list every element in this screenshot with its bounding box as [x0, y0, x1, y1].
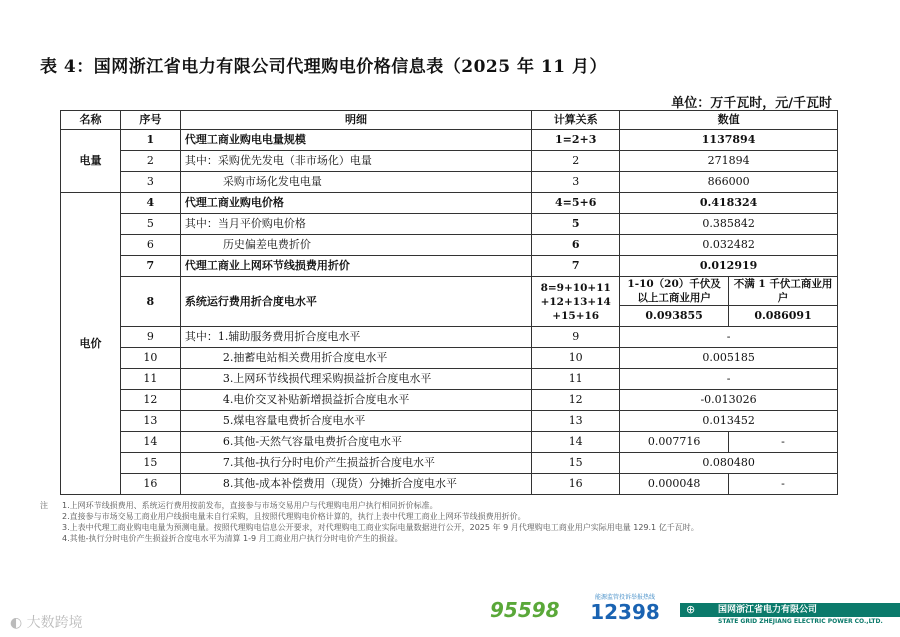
table-row [61, 235, 838, 256]
row-detail-cell [180, 390, 531, 411]
row-detail: 6.其他-天然气容量电费折合度电水平 [222, 435, 403, 448]
row-detail: 历史偏差电费折价 [222, 238, 311, 251]
row-calc: 2 [532, 151, 620, 172]
row-detail: 采购市场化发电电量 [222, 175, 322, 188]
table-row [61, 348, 838, 369]
row-detail: 代理工商业购电电量规模 [180, 130, 531, 151]
row-calc: 13 [532, 411, 620, 432]
row-detail: 其中：采购优先发电（非市场化）电量 [180, 151, 531, 172]
row-calc: 4=5+6 [532, 193, 620, 214]
unit-label: 单位：万千瓦时，元/千瓦时 [671, 96, 832, 111]
row-value: 271894 [620, 151, 838, 172]
row-detail-cell [180, 235, 531, 256]
row-value: - [620, 327, 838, 348]
row-value-right: - [729, 474, 838, 495]
table-row [61, 474, 838, 495]
sub-header-high-voltage: 1-10（20）千伏及以上工商业用户 [620, 277, 729, 306]
row-detail: 7.其他-执行分时电价产生损益折合度电水平 [222, 456, 436, 469]
row-seq: 16 [120, 474, 180, 495]
table-row [61, 151, 838, 172]
row-detail: 3.上网环节线损代理采购损益折合度电水平 [222, 372, 432, 385]
table-row [61, 256, 838, 277]
row-seq: 15 [120, 453, 180, 474]
row-calc: 5 [532, 214, 620, 235]
notes-label: 注 [40, 501, 48, 510]
row-value: 866000 [620, 172, 838, 193]
header-calc: 计算关系 [532, 111, 620, 130]
row-seq: 7 [120, 256, 180, 277]
row-seq: 13 [120, 411, 180, 432]
row-seq: 11 [120, 369, 180, 390]
row-seq: 5 [120, 214, 180, 235]
group-quantity: 电量 [61, 130, 121, 193]
row-calc: 9 [532, 327, 620, 348]
row-detail-cell [180, 411, 531, 432]
row-seq: 4 [120, 193, 180, 214]
row-calc: 10 [532, 348, 620, 369]
row-calc: 11 [532, 369, 620, 390]
header-name: 名称 [61, 111, 121, 130]
row-seq: 14 [120, 432, 180, 453]
row-detail-cell [180, 453, 531, 474]
header-value: 数值 [620, 111, 838, 130]
watermark-text: 大数跨境 [26, 615, 83, 631]
row-detail: 其中：当月平价购电价格 [180, 214, 531, 235]
row-value: -0.013026 [620, 390, 838, 411]
note-line: 3.上表中代理工商业购电电量为预测电量。按照代理购电信息公开要求，对代理购电工商业实际电量数据进行公开，2025 年 9 月代理购电工商业用户实际用电量 129.1 亿千瓦时。 [62, 523, 699, 532]
row-calc: 15 [532, 453, 620, 474]
row-seq: 1 [120, 130, 180, 151]
header-seq: 序号 [120, 111, 180, 130]
row-calc: 6 [532, 235, 620, 256]
row-seq: 3 [120, 172, 180, 193]
notes-section [40, 500, 699, 544]
header-detail: 明细 [180, 111, 531, 130]
row-value-left: 0.000048 [620, 474, 729, 495]
row-value: 0.385842 [620, 214, 838, 235]
row-detail: 8.其他-成本补偿费用（现货）分摊折合度电水平 [222, 477, 458, 490]
row-seq: 6 [120, 235, 180, 256]
row-detail-cell [180, 369, 531, 390]
price-info-table [60, 110, 838, 495]
row-calc: 3 [532, 172, 620, 193]
row-seq: 9 [120, 327, 180, 348]
note-line: 2.直接参与市场交易工商业用户线损电量未自行采购，且按照代理购电价格计算的，执行上表中代理工商业上网环节线损费用折价。 [62, 512, 526, 521]
row-detail-cell [180, 172, 531, 193]
row-detail-cell [180, 432, 531, 453]
row-calc: 1=2+3 [532, 130, 620, 151]
table-row [61, 390, 838, 411]
row-detail: 系统运行费用折合度电水平 [180, 277, 531, 327]
row-calc: 7 [532, 256, 620, 277]
row-calc: 14 [532, 432, 620, 453]
row-calc: 16 [532, 474, 620, 495]
row-value-right: 0.086091 [729, 306, 838, 327]
table-row [61, 327, 838, 348]
row-detail: 5.煤电容量电费折合度电水平 [222, 414, 366, 427]
row-value: 0.005185 [620, 348, 838, 369]
row-value-right: - [729, 432, 838, 453]
company-name-en: STATE GRID ZHEJIANG ELECTRIC POWER CO.,LTD. [718, 618, 883, 625]
row-value: 0.418324 [620, 193, 838, 214]
hotline-12398-number: 12398 [590, 600, 660, 624]
table-header-row [61, 111, 838, 130]
table-row [61, 172, 838, 193]
row-detail: 代理工商业上网环节线损费用折价 [180, 256, 531, 277]
company-name: 国网浙江省电力有限公司 [718, 605, 818, 615]
row-value: 0.013452 [620, 411, 838, 432]
note-line: 1.上网环节线损费用、系统运行费用按前发布，直接参与市场交易用户与代理购电用户执行相同折价标准。 [62, 501, 438, 510]
row-detail: 4.电价交叉补贴新增损益折合度电水平 [222, 393, 410, 406]
hotline-12398-caption: 能源监管投诉举报热线 [594, 594, 655, 601]
note-line: 4.其他-执行分时电价产生损益折合度电水平为清算 1-9 月工商业用户执行分时电价产生的损益。 [62, 534, 403, 543]
row-calc: 12 [532, 390, 620, 411]
watermark-icon: ◐ [10, 615, 23, 631]
table-row [61, 130, 838, 151]
row-seq: 12 [120, 390, 180, 411]
table-row [61, 214, 838, 235]
table-row [61, 453, 838, 474]
hotline-12398-logo [588, 592, 662, 624]
row-value: 1137894 [620, 130, 838, 151]
row-seq: 8 [120, 277, 180, 327]
row-value: 0.080480 [620, 453, 838, 474]
table-row [61, 193, 838, 214]
row-detail: 代理工商业购电价格 [180, 193, 531, 214]
table-row [61, 369, 838, 390]
group-price: 电价 [61, 193, 121, 495]
row-detail: 2.抽蓄电站相关费用折合度电水平 [222, 351, 388, 364]
row-detail-cell [180, 474, 531, 495]
table-row [61, 432, 838, 453]
row-value: 0.012919 [620, 256, 838, 277]
table-row [61, 277, 838, 306]
row-seq: 2 [120, 151, 180, 172]
row-value-left: 0.007716 [620, 432, 729, 453]
watermark [10, 612, 83, 632]
row-seq: 10 [120, 348, 180, 369]
row-value-left: 0.093855 [620, 306, 729, 327]
row-detail: 其中：1.辅助服务费用折合度电水平 [180, 327, 531, 348]
row-value: - [620, 369, 838, 390]
sub-header-low-voltage: 不满 1 千伏工商业用户 [729, 277, 838, 306]
page-title: 表 4：国网浙江省电力有限公司代理购电价格信息表（2025 年 11 月） [40, 57, 607, 77]
table-row [61, 411, 838, 432]
state-grid-logo-icon: ⊕ [686, 603, 696, 616]
row-value: 0.032482 [620, 235, 838, 256]
row-detail-cell [180, 348, 531, 369]
row-calc: 8=9+10+11+12+13+14+15+16 [532, 277, 620, 327]
hotline-95598-logo: 95598 [490, 598, 560, 622]
